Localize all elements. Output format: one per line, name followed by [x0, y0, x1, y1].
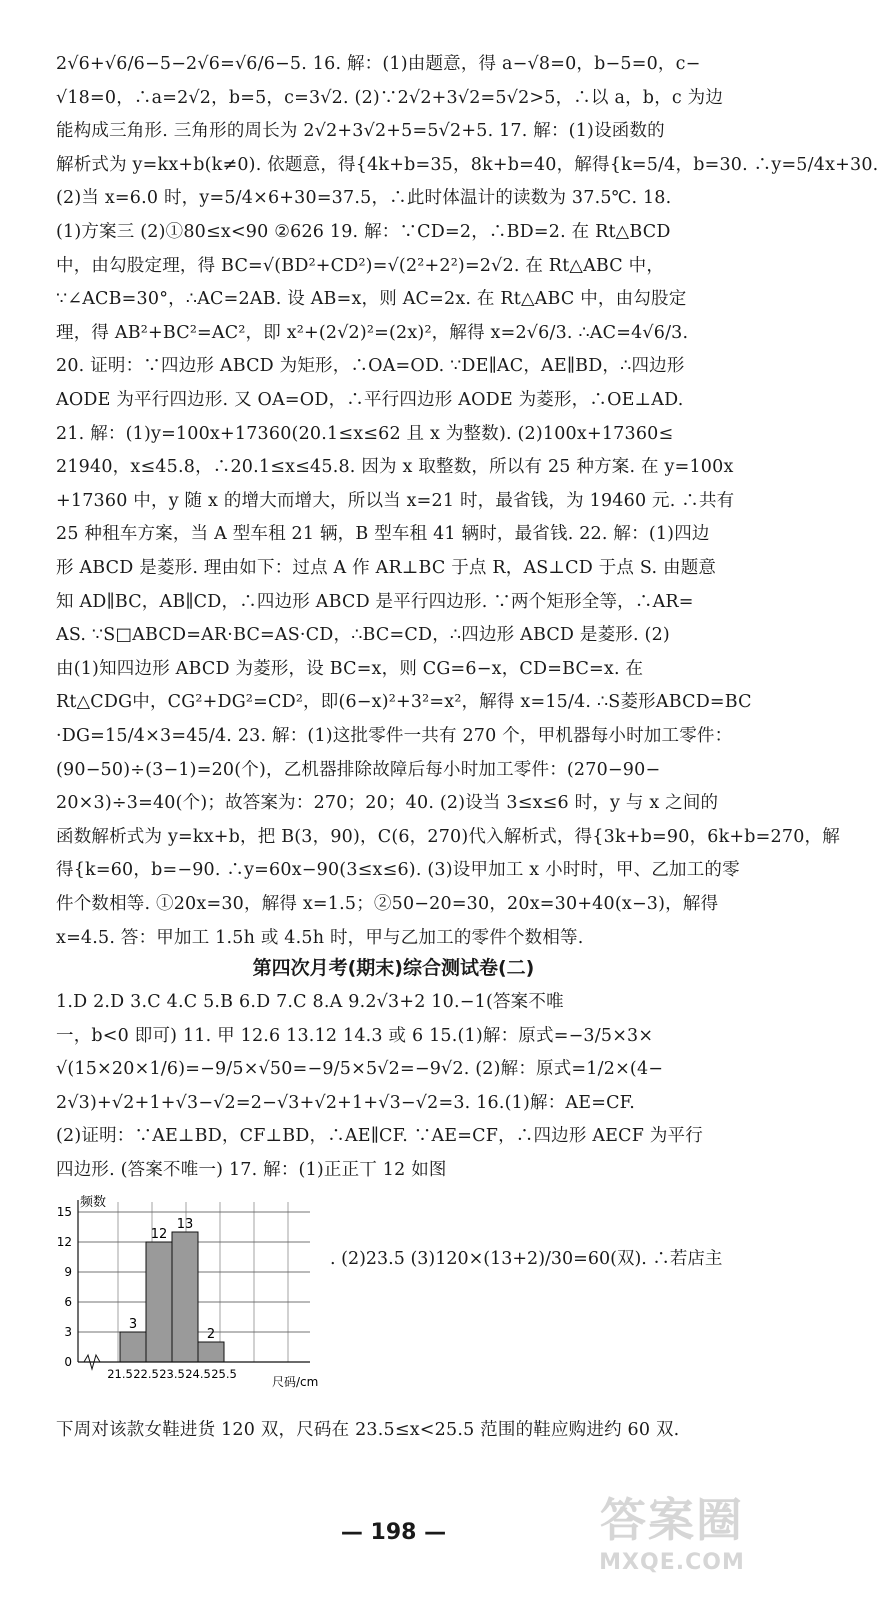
watermark-sub-text: MXQE.COM — [599, 1550, 745, 1575]
answer-line: 理，得 AB²+BC²=AC²，即 x²+(2√2)²=(2x)²，解得 x=2√6/3. ∴AC=4√6/3. — [56, 322, 689, 343]
answer-line: 1.D 2.D 3.C 4.C 5.B 6.D 7.C 8.A 9.2√3+2 10.−1(答案不唯 — [56, 992, 564, 1012]
histogram-bar — [146, 1242, 172, 1362]
answer-line: x=4.5. 答：甲加工 1.5h 或 4.5h 时，甲与乙加工的零件个数相等. — [56, 927, 584, 948]
chart-bars — [120, 1217, 224, 1362]
answer-line: √18=0，∴a=2√2，b=5，c=3√2. (2)∵2√2+3√2=5√2>5，∴以 a，b，c 为边 — [56, 87, 724, 108]
answer-line: 由(1)知四边形 ABCD 为菱形，设 BC=x，则 CG=6−x，CD=BC=x. 在 — [56, 658, 644, 679]
answer-line: √(15×20×1/6)=−9/5×√50=−9/5×5√2=−9√2. (2)解：原式=1/2×(4− — [56, 1059, 664, 1080]
answer-line: (2)当 x=6.0 时，y=5/4×6+30=37.5，∴此时体温计的读数为 37.5℃. 18. — [56, 188, 672, 209]
x-tick-label: 25.5 — [211, 1367, 237, 1381]
answer-line: +17360 中，y 随 x 的增大而增大，所以当 x=21 时，最省钱，为 19460 元. ∴共有 — [56, 490, 735, 511]
bar-value-label: 13 — [176, 1217, 194, 1232]
histogram-bar — [198, 1342, 224, 1362]
y-tick-label: 3 — [64, 1325, 72, 1339]
watermark-main-text: 答案圈 — [600, 1493, 744, 1547]
answer-line: 21. 解：(1)y=100x+17360(20.1≤x≤62 且 x 为整数). (2)100x+17360≤ — [56, 423, 674, 444]
y-tick-label: 6 — [64, 1295, 72, 1309]
answer-line: 形 ABCD 是菱形. 理由如下：过点 A 作 AR⊥BC 于点 R，AS⊥CD 于点 S. 由题意 — [56, 558, 717, 578]
answer-line: AODE 为平行四边形. 又 OA=OD，∴平行四边形 AODE 为菱形，∴OE⊥AD. — [56, 390, 684, 410]
answer-line: (90−50)÷(3−1)=20(个)，乙机器排除故障后每小时加工零件：(270−90− — [56, 759, 661, 780]
answer-line: (2)证明：∵AE⊥BD，CF⊥BD，∴AE∥CF. ∵AE=CF，∴四边形 AECF 为平行 — [56, 1126, 703, 1147]
answer-line: 25 种租车方案，当 A 型车租 21 辆，B 型车租 41 辆时，最省钱. 22. 解：(1)四边 — [56, 524, 710, 545]
x-tick-label: 24.5 — [185, 1367, 211, 1381]
final-answer-line: 下周对该款女鞋进货 120 双，尺码在 23.5≤x<25.5 范围的鞋应购进约 60 双. — [56, 1420, 680, 1440]
answer-line: 函数解析式为 y=kx+b，把 B(3，90)，C(6，270)代入解析式，得{3k+b=90，6k+b=270，解 — [56, 826, 840, 847]
answer-line: ·DG=15/4×3=45/4. 23. 解：(1)这批零件一共有 270 个，甲机器每小时加工零件： — [56, 726, 733, 746]
page-number: — 198 — — [340, 1520, 447, 1545]
y-tick-label: 0 — [64, 1355, 72, 1369]
answer-line: AS. ∵S□ABCD=AR·BC=AS·CD，∴BC=CD，∴四边形 ABCD 是菱形. (2) — [56, 625, 670, 646]
answer-line: Rt△CDG中，CG²+DG²=CD²，即(6−x)²+3²=x²，解得 x=15/4. ∴S菱形ABCD=BC — [56, 692, 752, 713]
answer-line: 中，由勾股定理，得 BC=√(BD²+CD²)=√(2²+2²)=2√2. 在 Rt△ABC 中， — [56, 255, 665, 276]
y-tick-label: 9 — [64, 1265, 72, 1279]
answer-line: 得{k=60，b=−90. ∴y=60x−90(3≤x≤6). (3)设甲加工 x 小时时，甲、乙加工的零 — [56, 860, 740, 881]
histogram-bar — [172, 1232, 198, 1362]
answer-line: 能构成三角形. 三角形的周长为 2√2+3√2+5=5√2+5. 17. 解：(1)设函数的 — [56, 121, 665, 142]
answer-line: 21940，x≤45.8，∴20.1≤x≤45.8. 因为 x 取整数，所以有 25 种方案. 在 y=100x — [56, 457, 734, 478]
shoe-size-histogram — [50, 1190, 320, 1395]
x-tick-label: 22.5 — [133, 1367, 159, 1381]
bar-value-label: 12 — [150, 1227, 168, 1242]
x-tick-label: 21.5 — [107, 1367, 133, 1381]
y-tick-label: 15 — [56, 1205, 72, 1219]
answer-line: (1)方案三 (2)①80≤x<90 ②626 19. 解：∵CD=2，∴BD=2. 在 Rt△BCD — [56, 222, 671, 242]
histogram-bar — [120, 1332, 146, 1362]
answer-line: 2√3)+√2+1+√3−√2=2−√3+√2+1+√3−√2=3. 16.(1)解：AE=CF. — [56, 1092, 636, 1113]
answer-line: 四边形. (答案不唯一) 17. 解：(1)正正丅 12 如图 — [56, 1160, 447, 1180]
answer-line: 知 AD∥BC，AB∥CD，∴四边形 ABCD 是平行四边形. ∵两个矩形全等，∴AR= — [56, 591, 694, 612]
bar-value-label: 3 — [128, 1317, 138, 1332]
answer-17-continued: . (2)23.5 (3)120×(13+2)/30=60(双). ∴若店主 — [330, 1249, 723, 1269]
answer-line: 20. 证明：∵四边形 ABCD 为矩形，∴OA=OD. ∵DE∥AC，AE∥BD，∴四边形 — [56, 356, 685, 377]
answer-line: 解析式为 y=kx+b(k≠0). 依题意，得{4k+b=35，8k+b=40，解得{k=5/4，b=30. ∴y=5/4x+30. — [56, 154, 878, 175]
answer-line: 2√6+√6/6−5−2√6=√6/6−5. 16. 解：(1)由题意，得 a−√8=0，b−5=0，c− — [56, 54, 701, 74]
answer-line: 20×3)÷3=40(个)；故答案为：270；20；40. (2)设当 3≤x≤6 时，y 与 x 之间的 — [56, 793, 719, 814]
x-tick-label: 23.5 — [159, 1367, 185, 1381]
answer-line: 件个数相等. ①20x=30，解得 x=1.5；②50−20=30，20x=30+40(x−3)，解得 — [56, 894, 719, 914]
watermark-logo — [577, 1490, 767, 1595]
section-heading: 第四次月考(期末)综合测试卷(二) — [252, 957, 535, 979]
y-tick-label: 12 — [56, 1235, 72, 1249]
x-axis-label: 尺码/cm — [272, 1375, 319, 1389]
bar-value-label: 2 — [206, 1327, 216, 1342]
y-axis-label: 频数 — [80, 1195, 107, 1210]
answer-line: ∵∠ACB=30°，∴AC=2AB. 设 AB=x，则 AC=2x. 在 Rt△ABC 中，由勾股定 — [56, 289, 687, 310]
answer-line: 一，b<0 即可) 11. 甲 12.6 13.12 14.3 或 6 15.(1)解：原式=−3/5×3× — [56, 1025, 654, 1046]
